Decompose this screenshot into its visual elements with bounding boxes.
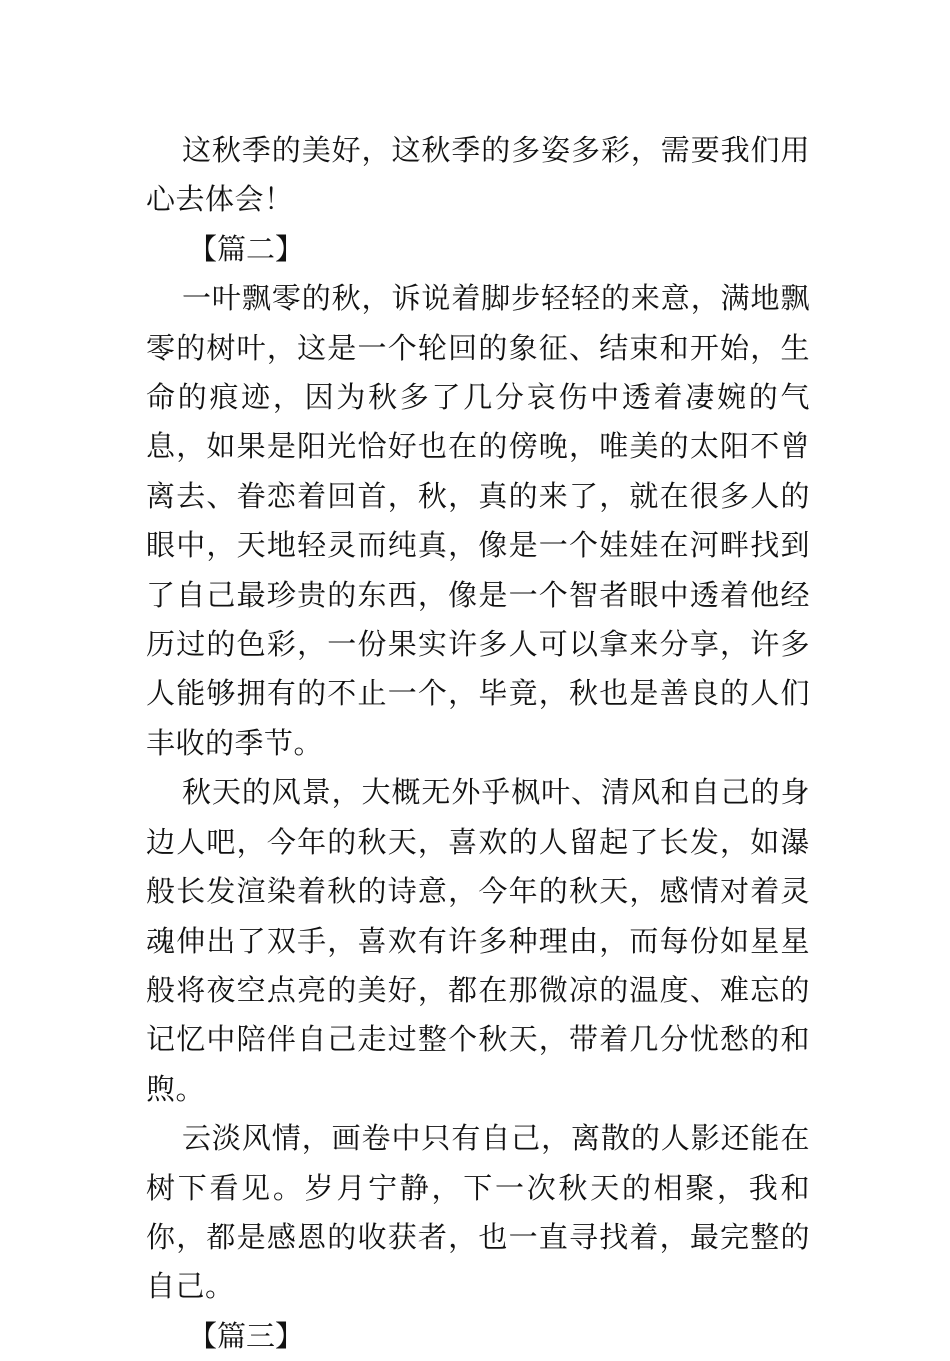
paragraph-autumn-beauty: 这秋季的美好，这秋季的多姿多彩，需要我们用心去体会！ xyxy=(146,133,810,217)
document-body xyxy=(146,126,810,1361)
section-heading-part-three: 【篇三】 xyxy=(188,1318,305,1353)
paragraph-clouds-wind: 云淡风情，画卷中只有自己，离散的人影还能在树下看见。岁月宁静，下一次秋天的相聚，我和你，都是感恩的收获者，也一直寻找着，最完整的自己。 xyxy=(146,1121,810,1304)
paragraph-autumn-scenery: 秋天的风景，大概无外乎枫叶、清风和自己的身边人吧，今年的秋天，喜欢的人留起了长发，如瀑般长发渲染着秋的诗意，今年的秋天，感情对着灵魂伸出了双手，喜欢有许多种理由，而每份如星星般将夜空点亮的美好，都在那微凉的温度、难忘的记忆中陪伴自己走过整个秋天，带着几分忧愁的和煦。 xyxy=(146,775,810,1106)
paragraph-falling-leaf: 一叶飘零的秋，诉说着脚步轻轻的来意，满地飘零的树叶，这是一个轮回的象征、结束和开始，生命的痕迹，因为秋多了几分哀伤中透着凄婉的气息，如果是阳光恰好也在的傍晚，唯美的太阳不曾离去、眷恋着回首，秋，真的来了，就在很多人的眼中，天地轻灵而纯真，像是一个娃娃在河畔找到了自己最珍贵的东西，像是一个智者眼中透着他经历过的色彩，一份果实许多人可以拿来分享，许多人能够拥有的不止一个，毕竟，秋也是善良的人们丰收的季节。 xyxy=(146,281,810,760)
section-heading-part-two: 【篇二】 xyxy=(188,231,305,266)
